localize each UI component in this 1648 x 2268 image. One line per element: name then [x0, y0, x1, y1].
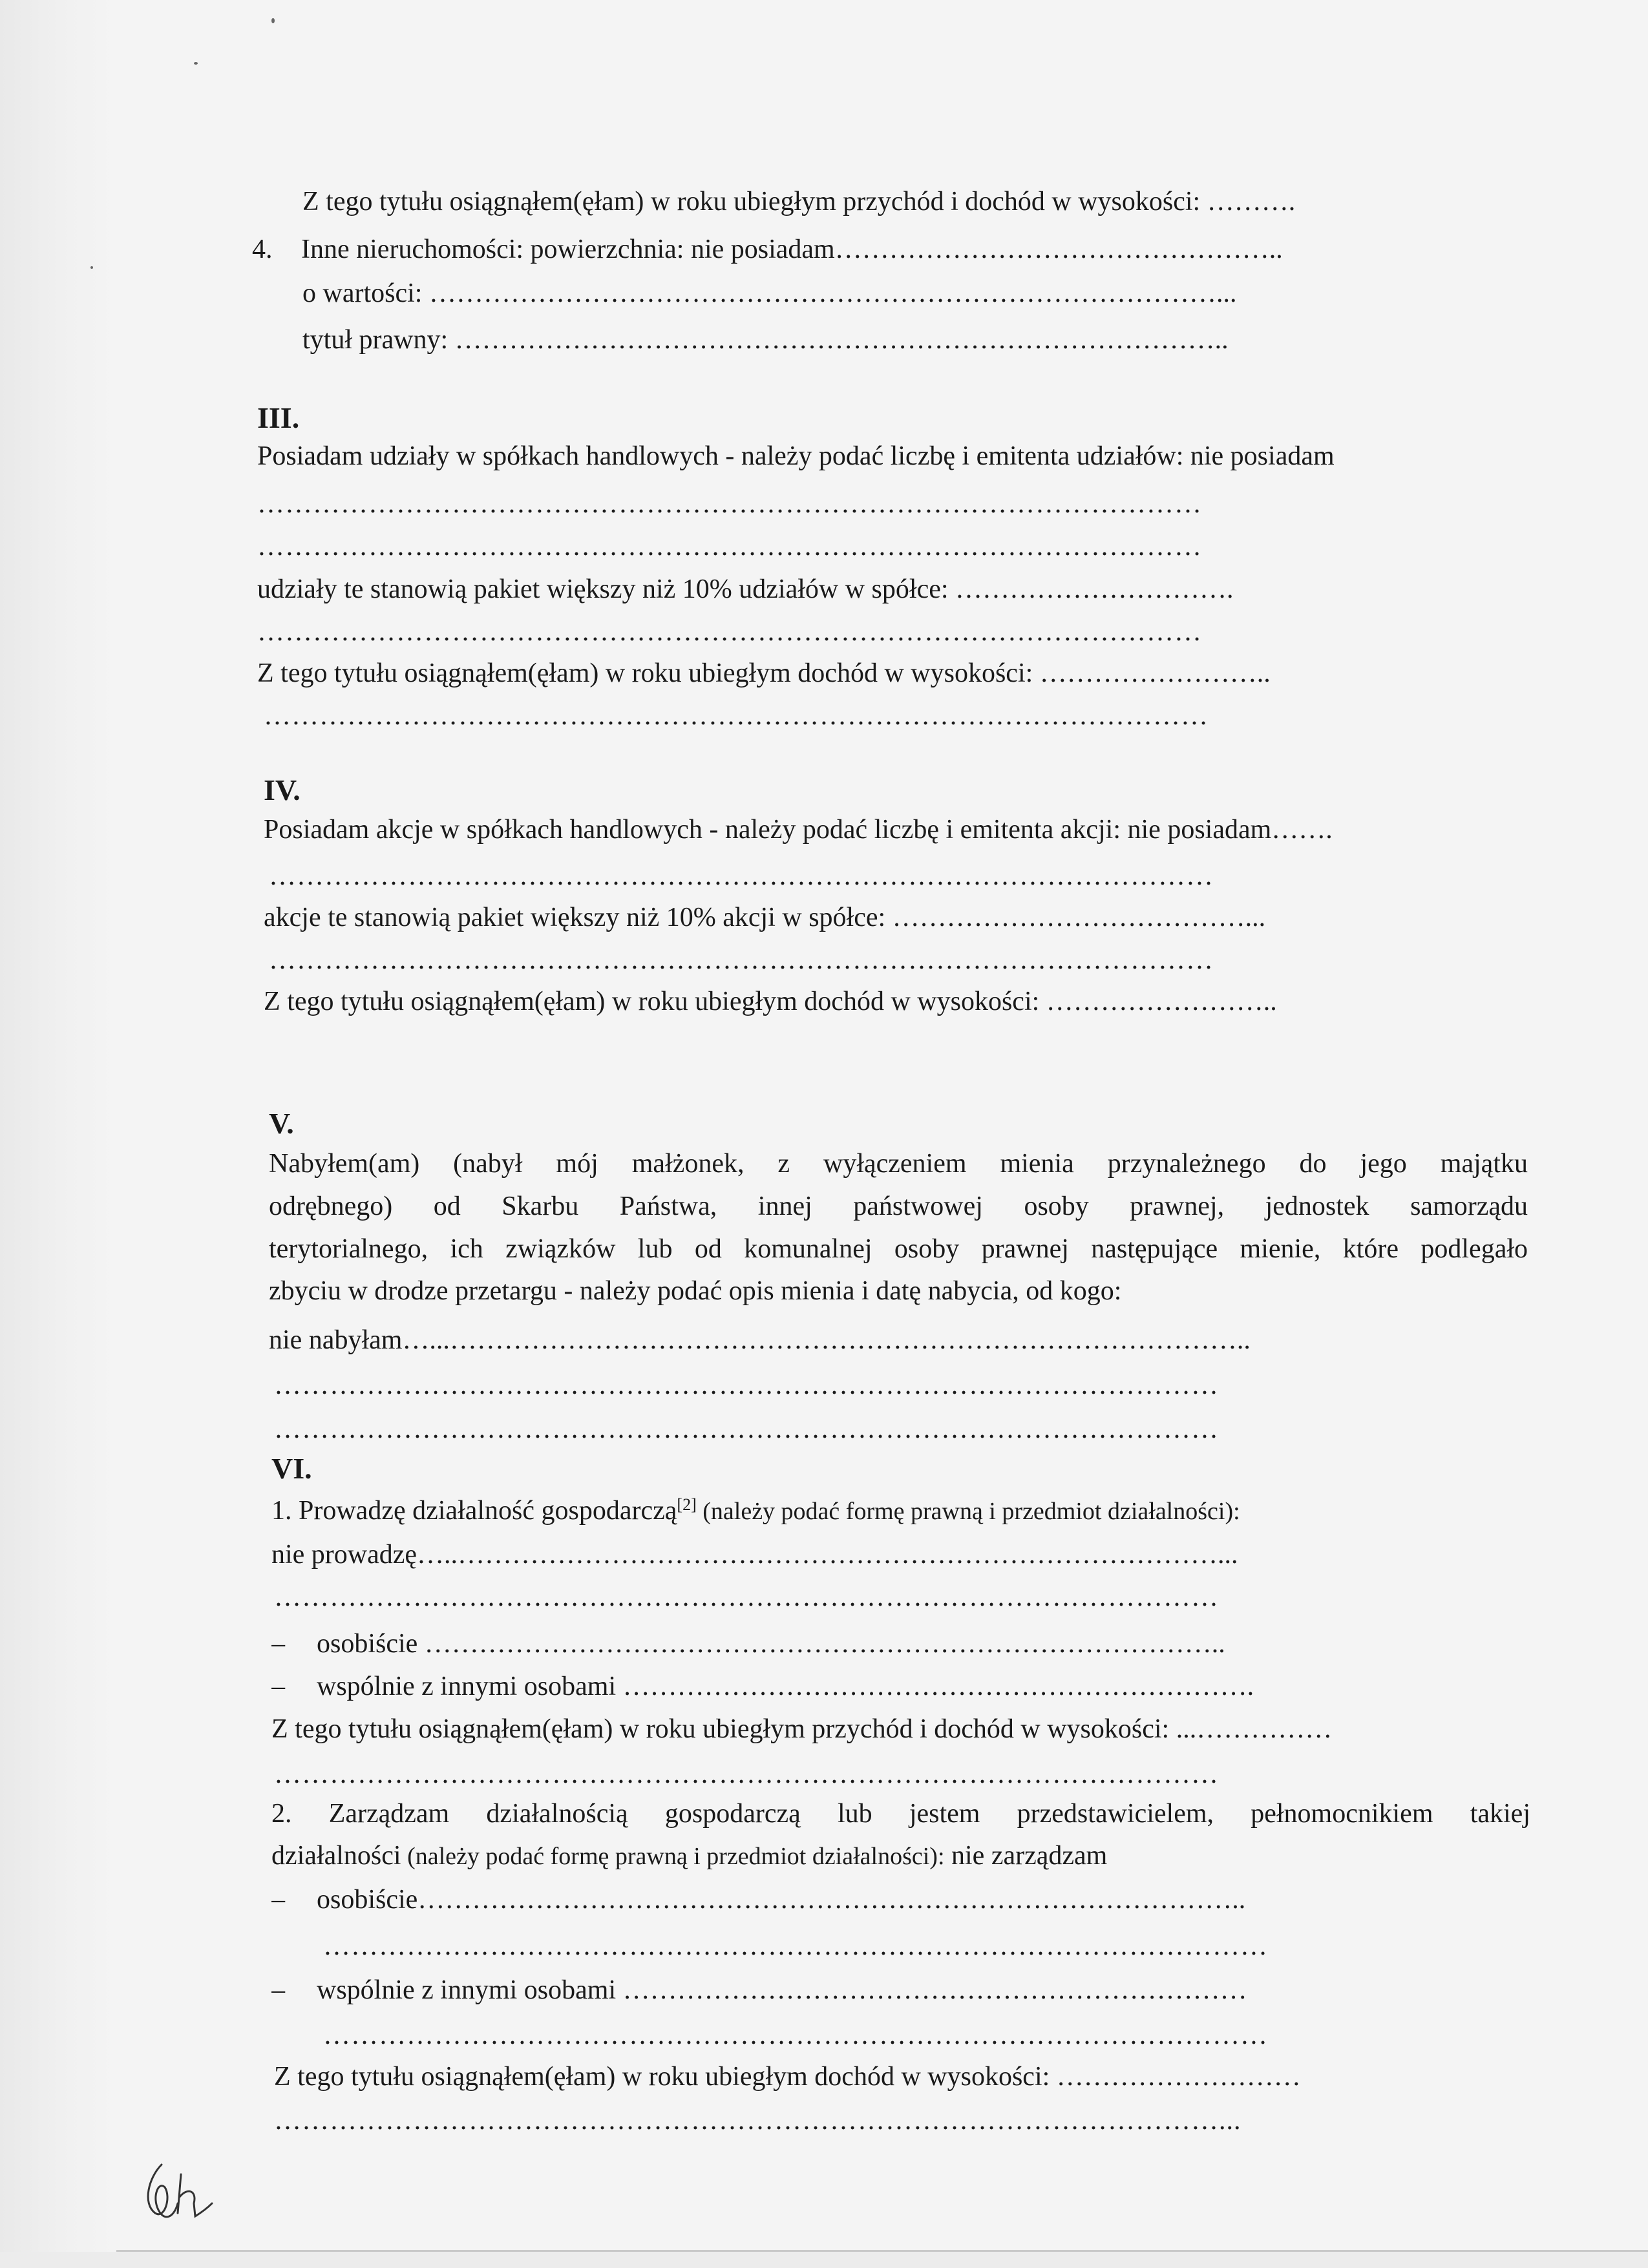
not-managing-text: nie zarządzam: [944, 1841, 1108, 1871]
item-number: 4.: [252, 235, 273, 264]
section-heading-iv: IV.: [264, 773, 301, 806]
jointly-text: wspólnie z innymi osobami ……………………………………………………………: [317, 1975, 1247, 2005]
management-hint: (należy podać formę prawną i przedmiot działalności):: [401, 1843, 945, 1870]
personally-text: osobiście………………………………………………………………………………..: [317, 1885, 1246, 1915]
business-activity-label: 1. Prowadzę działalność gospodarczą: [271, 1496, 677, 1526]
not-acquired-line: nie nabyłam…...……………………………………………………………………………..: [269, 1325, 1251, 1355]
scan-margin: [0, 0, 116, 2268]
paragraph-line: Nabyłem(am) (nabył mój małżonek, z wyłączeniem mienia przynależnego do jego majątku: [269, 1149, 1528, 1179]
income-line: Z tego tytułu osiągnąłem(ęłam) w roku ubiegłym przychód i dochód w wysokości: ……….: [302, 187, 1296, 216]
section-heading-vi: VI.: [271, 1452, 312, 1485]
dotted-line: …………………………………………………………………………………………: [274, 1414, 1219, 1444]
personally-line: [271, 1883, 1245, 1918]
dotted-line: …………………………………………………………………………………………: [274, 1370, 1219, 1400]
section-heading-iii: III.: [257, 401, 300, 434]
shares-line: Posiadam udziały w spółkach handlowych - należy podać liczbę i emitenta udziałów: nie posiadam: [257, 441, 1335, 471]
item-4-text: Inne nieruchomości: powierzchnia: nie posiadam…………………………………………..: [301, 235, 1283, 264]
income-line: Z tego tytułu osiągnąłem(ęłam) w roku ubiegłym dochód w wysokości: ……………………..: [257, 658, 1271, 688]
handwritten-initials: [136, 2152, 233, 2229]
dash-bullet: –: [271, 1885, 285, 1915]
income-line: Z tego tytułu osiągnąłem(ęłam) w roku ubiegłym dochód w wysokości: ……………………..: [264, 987, 1277, 1016]
scan-speck: [90, 266, 93, 269]
dash-bullet: –: [271, 1629, 285, 1659]
business-activity-line: [271, 1494, 1240, 1529]
scan-speck: [194, 62, 198, 65]
income-line: Z tego tytułu osiągnąłem(ęłam) w roku ubiegłym dochód w wysokości: ………………………: [274, 2062, 1301, 2092]
management-hint-line: [271, 1839, 1107, 1874]
section-heading-v: V.: [269, 1107, 294, 1140]
not-conducting-line: nie prowadzę…..…………………………………………………………………………...: [271, 1540, 1238, 1570]
legal-title-line: tytuł prawny: …………………………………………………………………………..: [302, 325, 1229, 355]
income-line: Z tego tytułu osiągnąłem(ęłam) w roku ubiegłym przychód i dochód w wysokości: ...……………: [271, 1714, 1333, 1744]
item-4: [252, 233, 1283, 268]
management-label: działalności: [271, 1841, 401, 1871]
personally-line: [271, 1627, 1225, 1662]
value-line: o wartości: ……………………………………………………………………………...: [302, 278, 1237, 308]
dotted-line: …………………………………………………………………………………………: [257, 532, 1202, 562]
paragraph-line: odrębnego) od Skarbu Państwa, innej państwowej osoby prawnej, jednostek samorządu: [269, 1192, 1528, 1221]
personally-text: osobiście ……………………………………………………………………………..: [317, 1629, 1225, 1659]
business-activity-hint: (należy podać formę prawną i przedmiot działalności):: [696, 1498, 1240, 1525]
dotted-line: …………………………………………………………………………………………: [274, 1759, 1219, 1789]
dotted-line: …………………………………………………………………………………………: [257, 489, 1202, 519]
jointly-text: wspólnie z innymi osobami …………………………………………………………….: [317, 1672, 1254, 1701]
paragraph-line: terytorialnego, ich związków lub od komunalnej osoby prawnej następujące mienie, które podlegało: [269, 1234, 1528, 1264]
stocks-line: Posiadam akcje w spółkach handlowych - należy podać liczbę i emitenta akcji: nie posiadam…….: [264, 815, 1333, 845]
dotted-line: …………………………………………………………………………………………...: [274, 2106, 1241, 2136]
scan-bottom-shade: [0, 2252, 1648, 2268]
dotted-line: …………………………………………………………………………………………: [264, 701, 1209, 731]
jointly-line: [271, 1670, 1254, 1705]
dotted-line: …………………………………………………………………………………………: [274, 1582, 1219, 1612]
dash-bullet: –: [271, 1975, 285, 2005]
scan-speck: [271, 18, 275, 23]
dotted-line: …………………………………………………………………………………………: [269, 945, 1214, 975]
shares-packet-line: udziały te stanowią pakiet większy niż 10% udziałów w spółce: ………………………….: [257, 574, 1234, 604]
jointly-line: [271, 1973, 1247, 2008]
footnote-ref: [2]: [677, 1495, 697, 1514]
management-line: 2. Zarządzam działalnością gospodarczą lub jestem przedstawicielem, pełnomocnikiem takiej: [271, 1799, 1530, 1829]
dotted-line: …………………………………………………………………………………………: [269, 861, 1214, 891]
page-bottom-edge: [116, 2250, 1648, 2252]
dotted-line: …………………………………………………………………………………………: [323, 2021, 1268, 2050]
dash-bullet: –: [271, 1672, 285, 1701]
stocks-packet-line: akcje te stanowią pakiet większy niż 10% akcji w spółce: …………………………………...: [264, 903, 1266, 932]
dotted-line: …………………………………………………………………………………………: [257, 617, 1202, 647]
dotted-line: …………………………………………………………………………………………: [323, 1931, 1268, 1961]
paragraph-line: zbyciu w drodze przetargu - należy podać opis mienia i datę nabycia, od kogo:: [269, 1276, 1122, 1306]
